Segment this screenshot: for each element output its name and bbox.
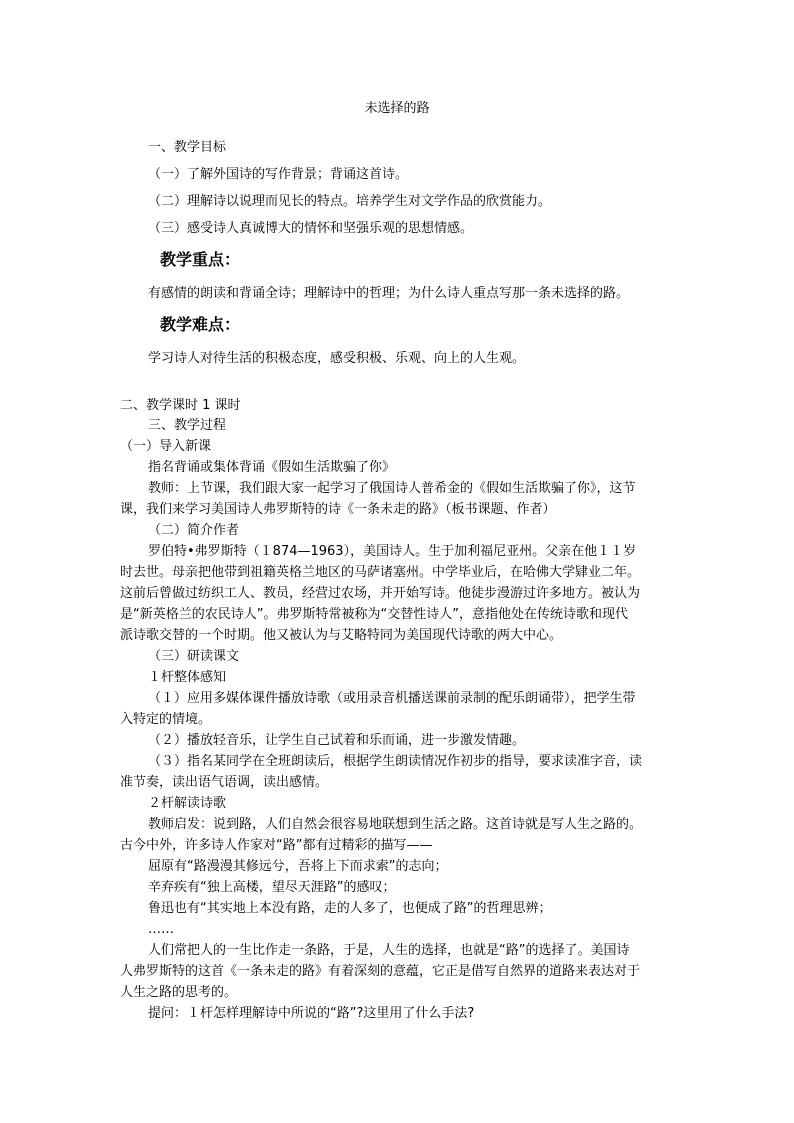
difficulties-text: 学习诗人对待生活的积极态度，感受积极、乐观、向上的人生观。 — [148, 351, 526, 366]
body-line: 人生之路的思考的。 — [120, 985, 238, 1000]
body-line: 是“新英格兰的农民诗人”。弗罗斯特常被称为“交替性诗人”，意指他处在传统诗歌和现代 — [120, 607, 628, 622]
subsection-heading: （一）导入新课 — [120, 439, 212, 454]
body-line: …… — [148, 922, 174, 937]
body-line: 准节奏，读出语气语调，读出感情。 — [120, 775, 329, 790]
body-line: （３）指名某同学在全班朗读后，根据学生朗读情况作初步的指导，要求读准字音，读 — [148, 754, 643, 769]
goal-item: （三）感受诗人真诚博大的情怀和坚强乐观的思想情感。 — [148, 221, 474, 236]
goal-item: （二）理解诗以说理而见长的特点。培养学生对文学作品的欣赏能力。 — [148, 194, 552, 209]
body-line: 教师：上节课，我们跟大家一起学习了俄国诗人普希金的《假如生活欺骗了你》，这节 — [148, 481, 636, 496]
body-line: 时去世。母亲把他带到祖籍英格兰地区的马萨诸塞州。中学毕业后，在哈佛大学肄业二年。 — [120, 565, 641, 580]
body-line: 辛弃疾有“独上高楼，望尽天涯路”的感叹； — [148, 880, 396, 895]
subsection-heading: （二）简介作者 — [148, 523, 240, 538]
body-line: （２）播放轻音乐，让学生自己试着和乐而诵，进一步激发情趣。 — [148, 733, 526, 748]
section-heading-goals: 一、教学目标 — [148, 140, 227, 155]
body-line: 屈原有“路漫漫其修远兮，吾将上下而求索”的志向； — [148, 859, 448, 874]
key-points-text: 有感情的朗读和背诵全诗；理解诗中的哲理；为什么诗人重点写那一条未选择的路。 — [148, 286, 630, 301]
body-line: 人们常把人的一生比作走一条路，于是，人生的选择，也就是“路”的选择了。美国诗 — [148, 943, 630, 958]
section-heading-process: 三、教学过程 — [148, 418, 227, 433]
body-line: 鲁迅也有“其实地上本没有路，走的人多了，也便成了路”的哲理思辨； — [148, 901, 552, 916]
body-line: 人弗罗斯特的这首《一条未走的路》有着深刻的意蕴，它正是借写自然界的道路来表达对于 — [120, 964, 641, 979]
body-line: １杆整体感知 — [148, 670, 227, 685]
body-line: 课，我们来学习美国诗人弗罗斯特的诗《一条未走的路》（板书课题、作者） — [120, 502, 556, 517]
key-points-heading: 教学重点： — [160, 250, 241, 269]
body-line: 派诗歌交替的一个时期。他又被认为与艾略特同为美国现代诗歌的两大中心。 — [120, 628, 563, 643]
body-line: （１）应用多媒体课件播放诗歌（或用录音机播送课前录制的配乐朗诵带），把学生带 — [148, 691, 636, 706]
difficulties-heading: 教学难点： — [160, 315, 241, 334]
page-title: 未选择的路 — [364, 101, 430, 116]
body-line: 入特定的情境。 — [120, 712, 212, 727]
body-line: 古今中外，许多诗人作家对“路”都有过精彩的描写—— — [120, 838, 433, 853]
section-heading-hours: 二、教学课时 1 课时 — [120, 398, 241, 413]
body-line: 这前后曾做过纺织工人、教员，经营过农场，并开始写诗。他徒步漫游过许多地方。被认为 — [120, 586, 641, 601]
goal-item: （一）了解外国诗的写作背景；背诵这首诗。 — [148, 167, 409, 182]
body-line: ２杆解读诗歌 — [148, 796, 227, 811]
body-line: 罗伯特•弗罗斯特（１874—1963），美国诗人。生于加利福尼亚州。父亲在他１１岁 — [148, 544, 637, 559]
body-line: 教师启发：说到路，人们自然会很容易地联想到生活之路。这首诗就是写人生之路的。 — [148, 817, 643, 832]
body-line: 提问：１杆怎样理解诗中所说的“路”?这里用了什么手法? — [148, 1006, 475, 1021]
subsection-heading: （三）研读课文 — [148, 649, 240, 664]
body-line: 指名背诵或集体背诵《假如生活欺骗了你》 — [148, 460, 396, 475]
